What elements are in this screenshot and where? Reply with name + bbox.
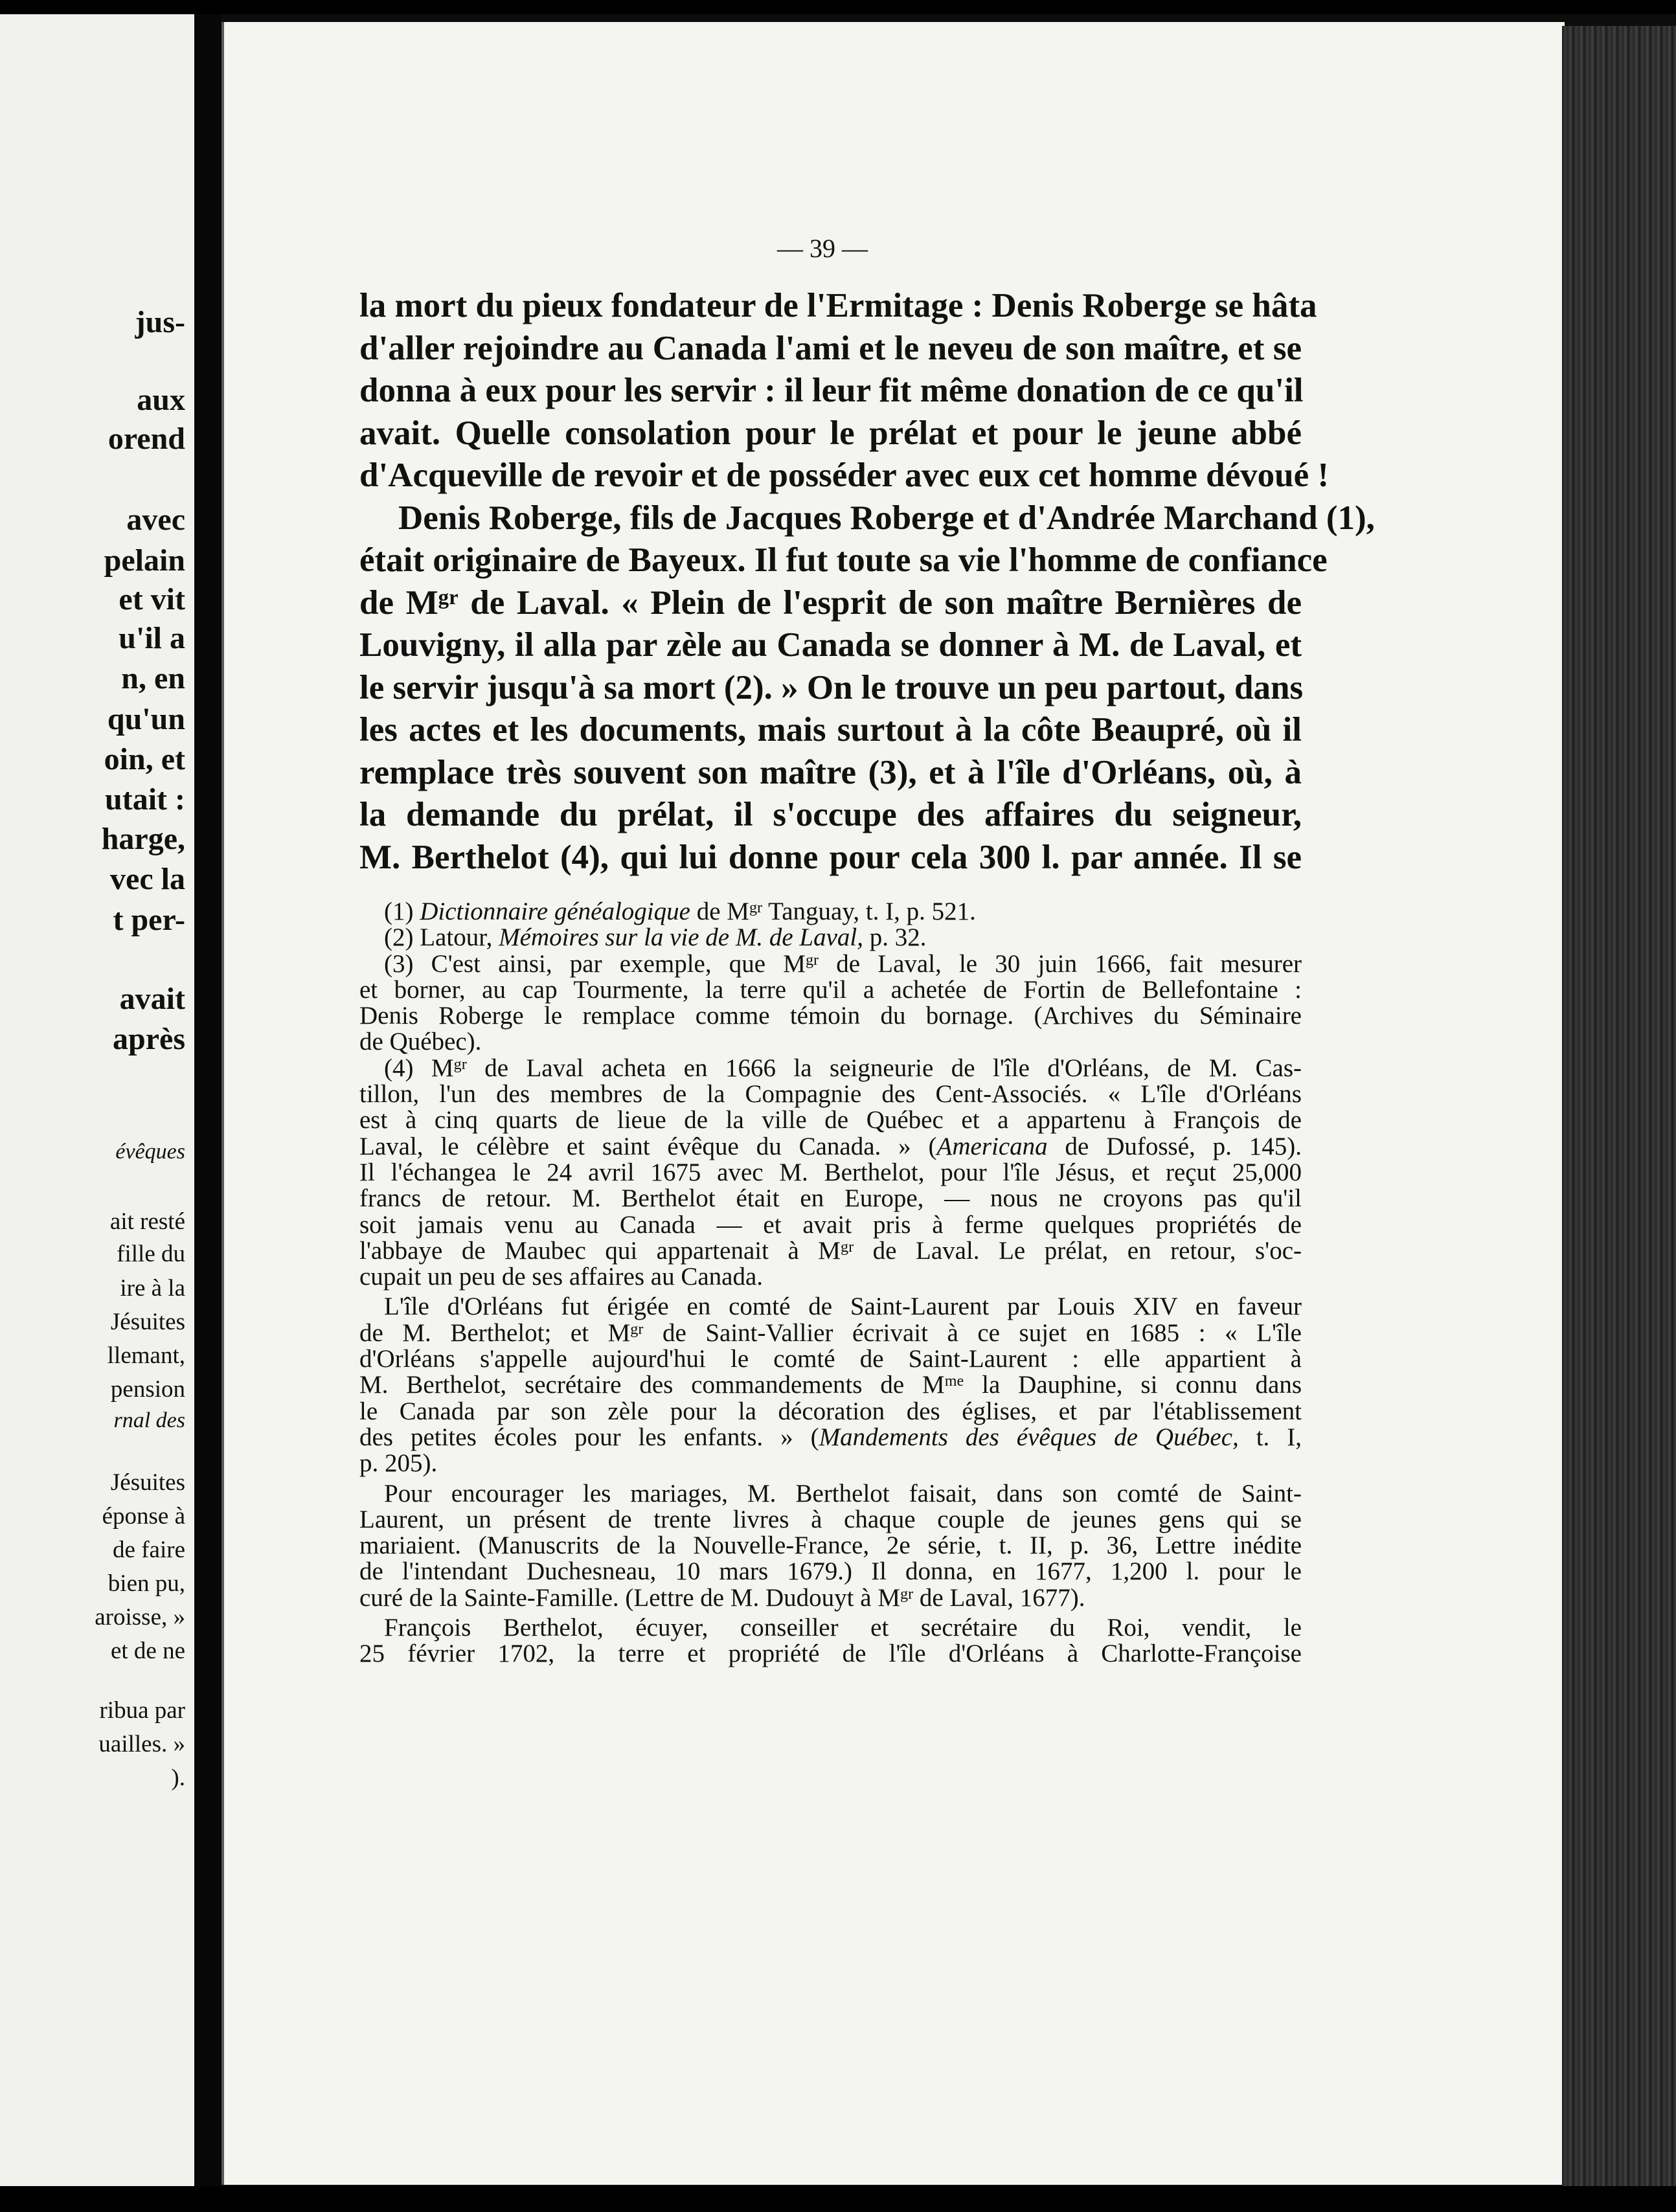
text-segment: M. Berthelot (4), qui lui donne pour cela 300 l. par année. Il se bbox=[359, 838, 1302, 876]
text-segment: et borner, au cap Tourmente, la terre qu'il a achetée de Fortin de Bellefontaine : bbox=[359, 975, 1302, 1004]
text-segment: de l'intendant Duchesneau, 10 mars 1679.) Il donna, en 1677, 1,200 l. pour le bbox=[359, 1557, 1302, 1586]
footnote-line bbox=[359, 1372, 1302, 1398]
superscript: gr bbox=[900, 1585, 914, 1603]
footnote-line bbox=[359, 1003, 1302, 1029]
text-segment: soit jamais venu au Canada — et avait pris à ferme quelques propriétés de bbox=[359, 1210, 1302, 1239]
footnote-line bbox=[359, 1264, 1302, 1290]
text-segment: t. I, bbox=[1238, 1423, 1302, 1451]
left-page-text-fragment: qu'un bbox=[107, 702, 185, 736]
superscript: gr bbox=[840, 1237, 854, 1256]
body-line bbox=[359, 794, 1302, 837]
text-segment: p. 32. bbox=[863, 923, 927, 952]
footnote-line bbox=[359, 977, 1302, 1003]
italic-title: Mandements des évêques de Québec, bbox=[819, 1423, 1239, 1451]
left-page-text-fragment: harge, bbox=[101, 822, 185, 856]
superscript: gr bbox=[749, 899, 763, 917]
footnote-line bbox=[359, 1425, 1302, 1450]
footnote-line bbox=[359, 1533, 1302, 1559]
body-line bbox=[359, 582, 1302, 625]
footnote-line bbox=[359, 1615, 1302, 1641]
text-segment: de Saint-Vallier écrivait à ce sujet en 1685 : « L'île bbox=[643, 1318, 1302, 1347]
left-page-text-fragment: de faire bbox=[113, 1537, 185, 1563]
footnote-line bbox=[359, 1238, 1302, 1264]
left-page-fragment bbox=[0, 14, 201, 2190]
text-segment: Louvigny, il alla par zèle au Canada se donner à M. de Laval, et bbox=[359, 626, 1302, 664]
left-page-text-fragment: bien pu, bbox=[108, 1570, 185, 1597]
text-segment: l'abbaye de Maubec qui appartenait à M bbox=[359, 1236, 841, 1265]
text-segment: (1) bbox=[384, 897, 420, 925]
text-segment: était originaire de Bayeux. Il fut toute sa vie l'homme de confiance bbox=[359, 541, 1328, 579]
footnote-line bbox=[359, 1559, 1302, 1585]
text-segment: francs de retour. M. Berthelot était en Europe, — nous ne croyons pas qu'il bbox=[359, 1184, 1302, 1213]
left-page-text-fragment: utait : bbox=[105, 782, 185, 817]
footnote-line bbox=[359, 1399, 1302, 1425]
body-line bbox=[359, 412, 1302, 455]
footnote-line bbox=[359, 1507, 1302, 1533]
body-text bbox=[359, 285, 1375, 879]
superscript: gr bbox=[630, 1320, 644, 1338]
footnote-line bbox=[359, 1029, 1302, 1055]
left-page-text-fragment: vec la bbox=[110, 862, 185, 896]
body-line bbox=[359, 752, 1302, 795]
left-page-text-fragment: et de ne bbox=[110, 1638, 185, 1664]
footnote-line bbox=[359, 1641, 1302, 1667]
text-segment: les actes et les documents, mais surtout à la côte Beaupré, où il bbox=[359, 711, 1302, 749]
text-segment: de M bbox=[359, 583, 438, 622]
left-page-text-fragment: pension bbox=[110, 1376, 185, 1403]
text-segment: de M. Berthelot; et M bbox=[359, 1318, 631, 1347]
text-segment: Pour encourager les mariages, M. Berthelot faisait, dans son comté de Saint- bbox=[384, 1479, 1302, 1507]
text-segment: Tanguay, t. I, p. 521. bbox=[762, 897, 976, 925]
text-segment: (3) C'est ainsi, par exemple, que M bbox=[384, 949, 806, 978]
body-line bbox=[359, 624, 1302, 667]
text-segment: est à cinq quarts de lieue de la ville de Québec et a appartenu à François de bbox=[359, 1106, 1302, 1134]
italic-title: Americana bbox=[936, 1132, 1048, 1160]
left-page-text-fragment: aroisse, » bbox=[95, 1604, 185, 1631]
text-segment: mariaient. (Manuscrits de la Nouvelle-France, 2e série, t. II, p. 36, Lettre inédite bbox=[359, 1531, 1302, 1560]
footnote-line bbox=[359, 951, 1302, 977]
text-segment: avait. Quelle consolation pour le prélat et pour le jeune abbé bbox=[359, 414, 1302, 452]
text-segment: François Berthelot, écuyer, conseiller et secrétaire du Roi, vendit, le bbox=[384, 1614, 1302, 1642]
text-segment: d'Acqueville de revoir et de posséder avec eux cet homme dévoué ! bbox=[359, 457, 1329, 494]
text-segment: L'île d'Orléans fut érigée en comté de Saint-Laurent par Louis XIV en faveur bbox=[384, 1292, 1302, 1321]
text-segment: (4) M bbox=[384, 1054, 454, 1082]
italic-title: Dictionnaire généalogique bbox=[420, 897, 690, 925]
text-segment: 25 février 1702, la terre et propriété de l'île d'Orléans à Charlotte-Françoise bbox=[359, 1640, 1302, 1668]
left-page-text-fragment: t per- bbox=[113, 903, 185, 937]
left-page-text-fragment: fille du bbox=[117, 1241, 185, 1267]
text-segment: (2) Latour, bbox=[384, 923, 499, 952]
text-segment: p. 205). bbox=[359, 1449, 438, 1478]
footnote-line bbox=[359, 1107, 1302, 1133]
left-page-text-fragment: Jésuites bbox=[110, 1309, 185, 1335]
footnote-line bbox=[359, 1160, 1302, 1186]
footnote-line bbox=[359, 1134, 1302, 1160]
left-page-text-fragment: ribua par bbox=[99, 1697, 185, 1724]
left-page-text-fragment: avait bbox=[119, 982, 185, 1016]
text-segment: donna à eux pour les servir : il leur fit même donation de ce qu'il bbox=[359, 372, 1304, 409]
page-stack-edge bbox=[1562, 26, 1676, 2189]
left-page-text-fragment: après bbox=[113, 1022, 185, 1056]
superscript: me bbox=[944, 1372, 964, 1390]
footnote-line bbox=[359, 925, 1302, 951]
left-page-text-fragment: u'il a bbox=[119, 621, 185, 655]
left-page-text-fragment: rnal des bbox=[113, 1408, 185, 1432]
scan-bottom-border bbox=[0, 2186, 1676, 2212]
left-page-text-fragment: ait resté bbox=[109, 1208, 185, 1235]
left-page-text-fragment: uailles. » bbox=[98, 1731, 185, 1757]
left-page-text-fragment: Jésuites bbox=[110, 1469, 185, 1496]
body-line bbox=[359, 837, 1302, 879]
left-page-text-fragment: llemant, bbox=[107, 1342, 185, 1369]
text-segment: de Dufossé, p. 145). bbox=[1047, 1132, 1302, 1160]
footnotes bbox=[359, 899, 1302, 1667]
superscript: gr bbox=[438, 585, 459, 609]
footnote-line bbox=[359, 1481, 1302, 1507]
body-line bbox=[359, 709, 1302, 752]
left-page-text-fragment: n, en bbox=[121, 661, 185, 695]
left-page-text-fragment: orend bbox=[108, 422, 185, 456]
left-page-text-fragment: éponse à bbox=[102, 1503, 185, 1529]
footnote-line bbox=[359, 1346, 1302, 1372]
text-segment: de Laval. « Plein de l'esprit de son maître Bernières de bbox=[458, 583, 1302, 622]
text-segment: tillon, l'un des membres de la Compagnie des Cent-Associés. « L'île d'Orléans bbox=[359, 1080, 1302, 1109]
text-segment: d'Orléans s'appelle aujourd'hui le comté de Saint-Laurent : elle appartient à bbox=[359, 1345, 1302, 1373]
left-page-text-fragment: ). bbox=[171, 1765, 185, 1791]
left-page-text-fragment: et vit bbox=[119, 582, 185, 616]
text-segment: Laval, le célèbre et saint évêque du Canada. » ( bbox=[359, 1132, 937, 1160]
footnote-line bbox=[359, 899, 1302, 925]
text-segment: de Laval, 1677). bbox=[913, 1583, 1085, 1612]
body-line bbox=[359, 455, 1329, 497]
text-segment: des petites écoles pour les enfants. » ( bbox=[359, 1423, 819, 1451]
text-segment: cupait un peu de ses affaires au Canada. bbox=[359, 1263, 764, 1291]
footnote-line bbox=[359, 1212, 1302, 1238]
body-line bbox=[359, 667, 1302, 710]
text-segment: remplace très souvent son maître (3), et à l'île d'Orléans, où, à bbox=[359, 753, 1302, 791]
superscript: gr bbox=[453, 1055, 467, 1073]
text-segment: de Laval, le 30 juin 1666, fait mesurer bbox=[819, 949, 1302, 978]
scan-top-border bbox=[0, 0, 1676, 14]
text-segment: d'aller rejoindre au Canada l'ami et le neveu de son maître, et se bbox=[359, 329, 1302, 367]
text-segment: Laurent, un présent de trente livres à chaque couple de jeunes gens qui se bbox=[359, 1505, 1302, 1533]
superscript: gr bbox=[805, 951, 819, 969]
body-line bbox=[359, 328, 1302, 370]
footnote-line bbox=[359, 1081, 1302, 1107]
text-segment: de M bbox=[690, 897, 749, 925]
left-page-text-fragment: aux bbox=[137, 383, 185, 417]
left-page-text-fragment: évêques bbox=[115, 1140, 185, 1164]
left-page-text-fragment: jus- bbox=[135, 305, 185, 339]
footnote-line bbox=[359, 1450, 1302, 1476]
footnote-line bbox=[359, 1320, 1302, 1346]
text-segment: Denis Roberge, fils de Jacques Roberge et d'Andrée Marchand (1), bbox=[398, 499, 1375, 537]
footnote-line bbox=[359, 1055, 1302, 1081]
footnote-line bbox=[359, 1186, 1302, 1212]
body-line bbox=[359, 285, 1317, 328]
text-segment: la demande du prélat, il s'occupe des affaires du seigneur, bbox=[359, 796, 1302, 833]
left-page-text-fragment: oin, et bbox=[104, 742, 185, 776]
book-gutter bbox=[194, 14, 221, 2190]
text-segment: de Laval. Le prélat, en retour, s'oc- bbox=[854, 1236, 1302, 1265]
text-segment: la mort du pieux fondateur de l'Ermitage : Denis Roberge se hâta bbox=[359, 287, 1317, 324]
left-page-text-fragment: avec bbox=[126, 502, 185, 537]
body-line bbox=[359, 370, 1302, 412]
body-line bbox=[359, 539, 1328, 582]
left-page-text-fragment: pelain bbox=[104, 543, 185, 578]
footnote-line bbox=[359, 1585, 1302, 1611]
left-page-text-fragment: ire à la bbox=[120, 1275, 185, 1302]
footnote-line bbox=[359, 1294, 1302, 1320]
text-segment: Denis Roberge le remplace comme témoin du bornage. (Archives du Séminaire bbox=[359, 1002, 1302, 1030]
italic-title: Mémoires sur la vie de M. de Laval, bbox=[499, 923, 863, 952]
text-segment: le Canada par son zèle pour la décoration des églises, et par l'établissement bbox=[359, 1397, 1302, 1425]
body-line bbox=[359, 497, 1375, 540]
text-segment: le servir jusqu'à sa mort (2). » On le trouve un peu partout, dans bbox=[359, 668, 1304, 706]
page-number: — 39 — bbox=[777, 234, 868, 263]
text-segment: la Dauphine, si connu dans bbox=[964, 1371, 1302, 1399]
text-segment: Il l'échangea le 24 avril 1675 avec M. Berthelot, pour l'île Jésus, et reçut 25,000 bbox=[359, 1158, 1302, 1186]
text-segment: curé de la Sainte-Famille. (Lettre de M. Dudouyt à M bbox=[359, 1583, 900, 1612]
text-segment: M. Berthelot, secrétaire des commandements de M bbox=[359, 1371, 945, 1399]
text-segment: de Laval acheta en 1666 la seigneurie de l'île d'Orléans, de M. Cas- bbox=[466, 1054, 1302, 1082]
text-segment: de Québec). bbox=[359, 1028, 482, 1056]
